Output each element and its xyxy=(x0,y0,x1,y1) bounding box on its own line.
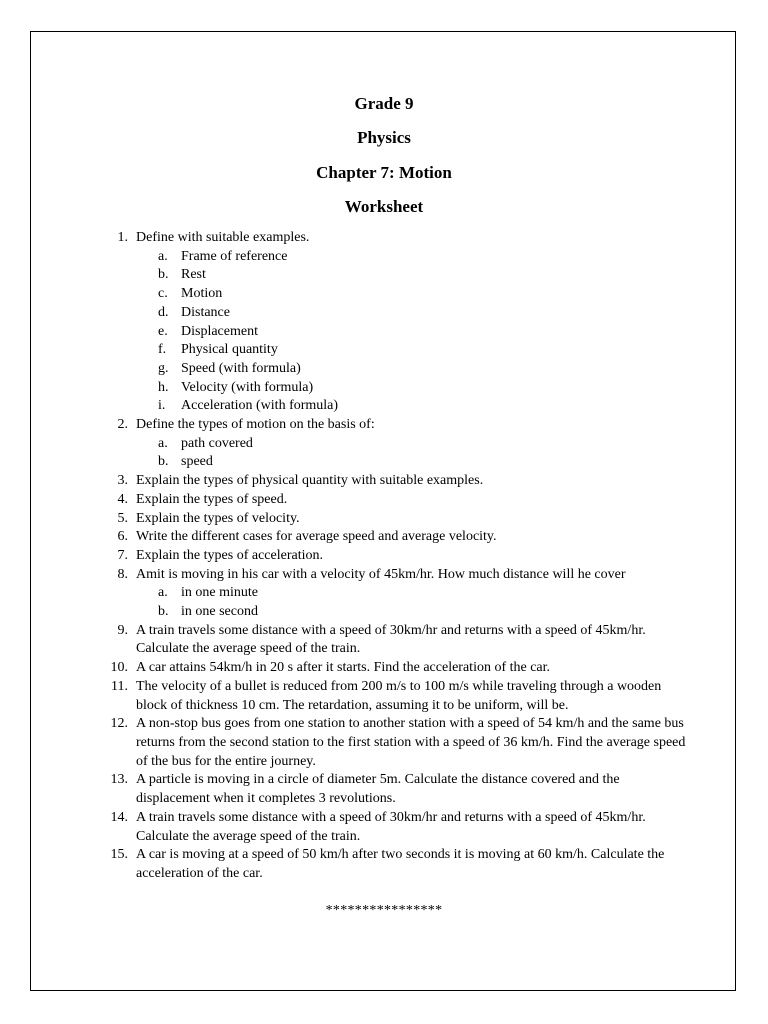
sub-question-item xyxy=(136,248,686,267)
question-number: 11. xyxy=(111,678,128,694)
sub-question-item xyxy=(136,285,686,304)
question-number: 8. xyxy=(117,566,128,582)
sub-question-letter: a. xyxy=(158,585,168,601)
grade-title: Grade 9 xyxy=(354,94,414,113)
question-item xyxy=(106,491,686,510)
sub-question-text: Physical quantity xyxy=(181,342,278,358)
question-number: 14. xyxy=(110,809,128,825)
question-text: Amit is moving in his car with a velocity of 45km/hr. How much distance will he cover xyxy=(136,566,626,582)
question-number: 1. xyxy=(117,230,128,245)
question-item xyxy=(106,229,686,416)
sub-question-letter: c. xyxy=(158,286,168,302)
question-text: Define the types of motion on the basis of: xyxy=(136,417,375,433)
title-block xyxy=(0,92,768,229)
question-item xyxy=(106,528,686,547)
question-text: A non-stop bus goes from one station to another station with a speed of 54 km/h and the same bus returns from the second station to the first station with a speed of 36 km/h. Find the average speed of the bus for the entire journey. xyxy=(136,716,686,769)
question-item xyxy=(106,416,686,472)
question-text: Explain the types of speed. xyxy=(136,491,288,507)
sub-question-item xyxy=(136,603,686,622)
question-text: A car is moving at a speed of 50 km/h after two seconds it is moving at 60 km/h. Calculate the acceleration of the car. xyxy=(136,847,665,881)
question-item xyxy=(106,678,686,715)
sub-question-letter: g. xyxy=(158,360,169,376)
question-text: Define with suitable examples. xyxy=(136,230,310,245)
question-text: A train travels some distance with a speed of 30km/hr and returns with a speed of 45km/hr. Calculate the average speed of the train. xyxy=(136,622,646,657)
sub-question-text: Speed (with formula) xyxy=(181,360,301,376)
question-item xyxy=(106,846,686,883)
sub-question-item xyxy=(136,435,686,454)
sub-question-text: in one second xyxy=(181,604,258,620)
question-text: Explain the types of acceleration. xyxy=(136,547,323,563)
sub-question-list xyxy=(136,584,686,621)
sub-question-item xyxy=(136,323,686,342)
question-text: A train travels some distance with a speed of 30km/hr and returns with a speed of 45km/hr. Calculate the average speed of the train. xyxy=(136,809,646,844)
sub-question-letter: b. xyxy=(158,604,169,620)
question-item xyxy=(106,809,686,846)
sub-question-letter: f. xyxy=(158,342,167,358)
question-text: Explain the types of velocity. xyxy=(136,510,300,526)
sub-question-item xyxy=(136,584,686,603)
sub-question-letter: b. xyxy=(158,454,169,470)
question-item xyxy=(106,622,686,659)
question-number: 15. xyxy=(110,847,128,863)
question-number: 2. xyxy=(117,417,128,433)
question-item xyxy=(106,566,686,622)
sub-question-text: Acceleration (with formula) xyxy=(181,398,339,414)
sub-question-letter: a. xyxy=(158,435,168,451)
sub-question-letter: i. xyxy=(158,398,166,414)
question-number: 5. xyxy=(117,510,128,526)
sub-question-text: Velocity (with formula) xyxy=(181,379,314,395)
sub-question-list xyxy=(136,248,686,416)
subject-title: Physics xyxy=(357,128,411,148)
sub-question-text: Frame of reference xyxy=(181,248,288,264)
sub-question-text: Distance xyxy=(181,304,230,320)
question-number: 3. xyxy=(117,473,128,489)
question-number: 12. xyxy=(110,716,128,732)
sub-question-text: path covered xyxy=(181,435,253,451)
sub-question-item xyxy=(136,379,686,398)
question-text: Write the different cases for average speed and average velocity. xyxy=(136,529,497,545)
question-number: 6. xyxy=(117,529,128,545)
sub-question-text: speed xyxy=(181,454,213,470)
sub-question-text: Rest xyxy=(181,267,206,283)
sub-question-text: Displacement xyxy=(181,323,258,339)
sub-question-text: in one minute xyxy=(181,585,258,601)
question-item xyxy=(106,510,686,529)
sub-question-letter: d. xyxy=(158,304,169,320)
question-number: 9. xyxy=(117,622,128,638)
question-text: The velocity of a bullet is reduced from 200 m/s to 100 m/s while traveling through a wooden block of thickness 10 cm. The retardation, assuming it to be uniform, will be. xyxy=(136,678,662,713)
question-number: 13. xyxy=(110,772,128,788)
sub-question-item xyxy=(136,266,686,285)
question-text: A car attains 54km/h in 20 s after it starts. Find the acceleration of the car. xyxy=(136,660,551,676)
question-number: 10. xyxy=(110,660,128,676)
sub-question-letter: h. xyxy=(158,379,169,395)
end-separator: **************** xyxy=(325,903,443,918)
question-number: 4. xyxy=(117,491,128,507)
question-item xyxy=(106,547,686,566)
question-item xyxy=(106,472,686,491)
question-item xyxy=(106,715,686,771)
sub-question-item xyxy=(136,360,686,379)
question-number: 7. xyxy=(117,547,128,563)
question-item xyxy=(106,771,686,808)
question-list xyxy=(106,229,686,884)
sub-question-item xyxy=(136,453,686,472)
question-text: Explain the types of physical quantity with suitable examples. xyxy=(136,473,484,489)
sub-question-letter: e. xyxy=(158,323,168,339)
sub-question-item xyxy=(136,304,686,323)
worksheet-title: Worksheet xyxy=(344,196,424,216)
sub-question-letter: b. xyxy=(158,267,169,283)
chapter-title: Chapter 7: Motion xyxy=(316,162,452,182)
sub-question-item xyxy=(136,397,686,416)
sub-question-list xyxy=(136,435,686,472)
question-text: A particle is moving in a circle of diameter 5m. Calculate the distance covered and the displacement when it completes 3 revolutions. xyxy=(136,772,620,807)
sub-question-letter: a. xyxy=(158,248,168,264)
sub-question-text: Motion xyxy=(181,286,223,302)
sub-question-item xyxy=(136,341,686,360)
question-item xyxy=(106,659,686,678)
